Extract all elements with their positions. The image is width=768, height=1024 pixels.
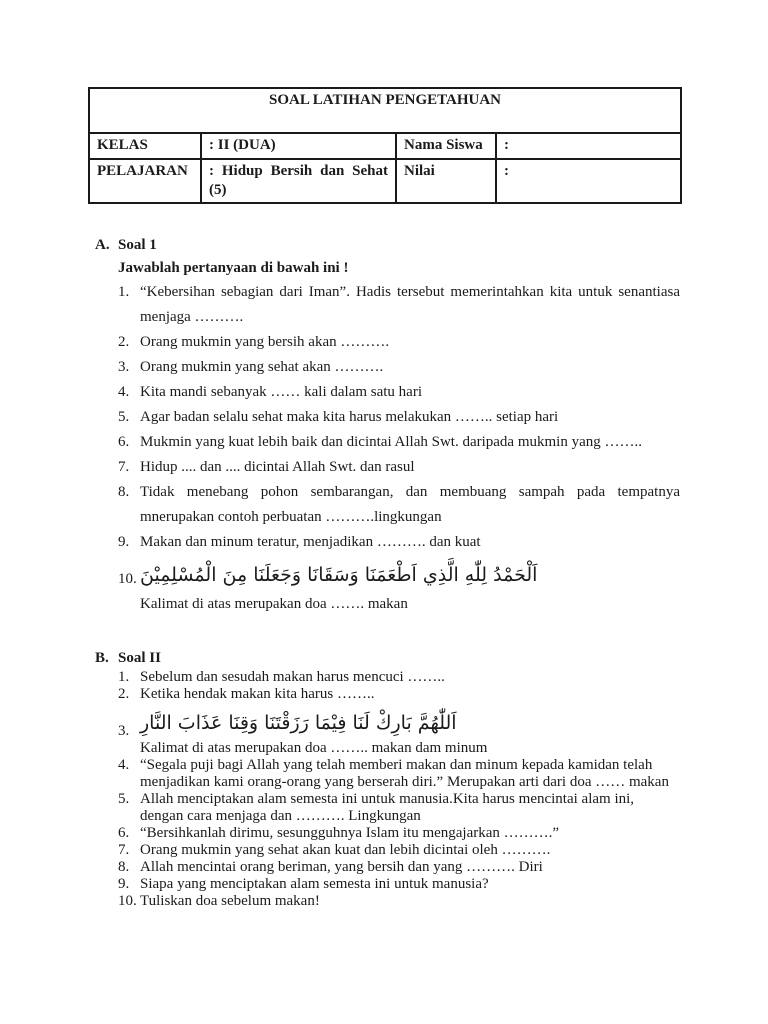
- nilai-value: :: [496, 159, 681, 203]
- question-number: 5.: [118, 791, 130, 807]
- question-number: 7.: [118, 459, 130, 475]
- question-item: [118, 480, 680, 530]
- section-a-title: Soal 1: [118, 237, 157, 253]
- question-number: 2.: [118, 686, 130, 702]
- section-b: [88, 647, 680, 910]
- nama-siswa-value: :: [496, 133, 681, 159]
- question-caption: Kalimat di atas merupakan doa …….. makan dam minum: [140, 740, 488, 756]
- question-text: Makan dan minum teratur, menjadikan ………. dan kuat: [140, 534, 481, 550]
- question-text: Tuliskan doa sebelum makan!: [140, 893, 320, 909]
- question-number: 3.: [118, 359, 130, 375]
- question-text: “Segala puji bagi Allah yang telah memberi makan dan minum kepada kamidan telah menjadikan kami orang-orang yang berserah diri.” Merupakan arti dari doa …… makan: [140, 757, 669, 790]
- question-text: Allah menciptakan alam semesta ini untuk manusia.Kita harus mencintai alam ini, dengan cara menjaga dan ………. Lingkungan: [140, 791, 635, 824]
- kelas-label: KELAS: [89, 133, 201, 159]
- question-text: Siapa yang menciptakan alam semesta ini untuk manusia?: [140, 876, 489, 892]
- question-item: [118, 842, 680, 859]
- question-item: [118, 380, 680, 405]
- question-number: 6.: [118, 825, 130, 841]
- header-table: [88, 87, 682, 204]
- worksheet-title: SOAL LATIHAN PENGETAHUAN: [89, 88, 681, 133]
- question-item: [118, 355, 680, 380]
- question-number: 3.: [118, 723, 130, 739]
- question-number: 2.: [118, 334, 130, 350]
- question-number: 5.: [118, 409, 130, 425]
- question-item: [118, 703, 680, 757]
- question-item: [118, 669, 680, 686]
- question-number: 4.: [118, 384, 130, 400]
- section-b-question-list: [118, 669, 680, 910]
- question-text: “Kebersihan sebagian dari Iman”. Hadis tersebut memerintahkan kita untuk senantiasa menjaga ……….: [140, 284, 680, 325]
- nilai-label: Nilai: [396, 159, 496, 203]
- section-a-letter: A.: [95, 237, 110, 253]
- question-text: Orang mukmin yang sehat akan ……….: [140, 359, 384, 375]
- question-number: 1.: [118, 284, 130, 300]
- question-item: [118, 757, 680, 791]
- question-number: 9.: [118, 876, 130, 892]
- question-item: [118, 280, 680, 330]
- section-b-title: Soal II: [118, 650, 161, 666]
- question-item: [118, 530, 680, 555]
- question-text: Allah mencintai orang beriman, yang bersih dan yang ………. Diri: [140, 859, 543, 875]
- question-text: Tidak menebang pohon sembarangan, dan membuang sampah pada tempatnya mnerupakan contoh perbuatan ……….lingkungan: [140, 484, 680, 525]
- question-item: [118, 686, 680, 703]
- kelas-value: : II (DUA): [201, 133, 396, 159]
- question-number: 7.: [118, 842, 130, 858]
- question-number: 6.: [118, 434, 130, 450]
- section-a-question-list: [118, 280, 680, 617]
- question-text: “Bersihkanlah dirimu, sesungguhnya Islam itu mengajarkan ……….”: [140, 825, 560, 841]
- section-a-heading: [88, 234, 680, 256]
- question-number: 8.: [118, 484, 130, 500]
- question-item: [118, 825, 680, 842]
- question-number: 1.: [118, 669, 130, 685]
- question-item: [118, 859, 680, 876]
- pelajaran-value: : Hidup Bersih dan Sehat (5): [201, 159, 396, 203]
- question-item: [118, 555, 680, 617]
- section-a-instruction: Jawablah pertanyaan di bawah ini !: [118, 260, 349, 276]
- question-text: Ketika hendak makan kita harus ……..: [140, 686, 375, 702]
- arabic-dua-text: اَلْحَمْدُ لِلّٰهِ الَّذِي اَطْعَمَنَا وَسَقَانَا وَجَعَلَنَا مِنَ الْمُسْلِمِيْنَ: [140, 564, 538, 586]
- question-text: Kita mandi sebanyak …… kali dalam satu hari: [140, 384, 423, 400]
- question-number: 10.: [118, 571, 137, 587]
- question-item: [118, 330, 680, 355]
- nama-siswa-label: Nama Siswa: [396, 133, 496, 159]
- question-text: Orang mukmin yang bersih akan ……….: [140, 334, 390, 350]
- question-text: Orang mukmin yang sehat akan kuat dan lebih dicintai oleh ……….: [140, 842, 551, 858]
- question-text: Sebelum dan sesudah makan harus mencuci ……..: [140, 669, 445, 685]
- question-text: Hidup .... dan .... dicintai Allah Swt. dan rasul: [140, 459, 415, 475]
- question-caption: Kalimat di atas merupakan doa ……. makan: [140, 596, 408, 612]
- question-number: 4.: [118, 757, 130, 773]
- question-text: Mukmin yang kuat lebih baik dan dicintai Allah Swt. daripada mukmin yang ……..: [140, 434, 643, 450]
- question-number: 10.: [118, 893, 137, 909]
- question-item: [118, 455, 680, 480]
- question-item: [118, 430, 680, 455]
- arabic-dua-text: اَللّٰهُمَّ بَارِكْ لَنَا فِيْمَا رَزَقْتَنَا وَقِنَا عَذَابَ النَّارِ: [140, 712, 457, 734]
- question-item: [118, 791, 680, 825]
- pelajaran-label: PELAJARAN: [89, 159, 201, 203]
- section-a: [88, 234, 680, 617]
- question-item: [118, 893, 680, 910]
- question-text: Agar badan selalu sehat maka kita harus melakukan …….. setiap hari: [140, 409, 559, 425]
- section-b-heading: [88, 647, 680, 669]
- section-b-letter: B.: [95, 650, 109, 666]
- question-item: [118, 405, 680, 430]
- question-item: [118, 876, 680, 893]
- question-number: 9.: [118, 534, 130, 550]
- question-number: 8.: [118, 859, 130, 875]
